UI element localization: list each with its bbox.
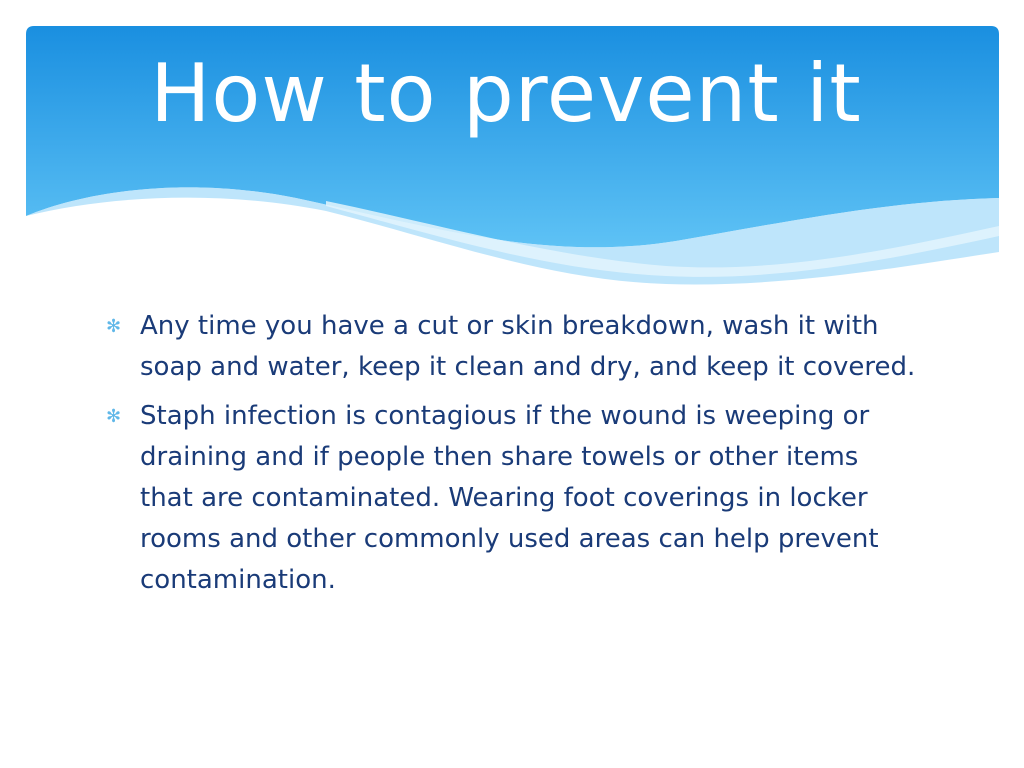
bullet-item <box>106 396 916 601</box>
asterisk-bullet-icon: ✻ <box>106 406 122 427</box>
bullet-list <box>106 306 916 609</box>
slide-title: How to prevent it <box>150 47 862 140</box>
bullet-item <box>106 306 916 388</box>
asterisk-bullet-icon: ✻ <box>106 316 122 337</box>
bullet-text: Staph infection is contagious if the wound is weeping or draining and if people then share towels or other items that are contaminated. Wearing foot coverings in locker rooms and other commonly used areas can help prevent contamination. <box>140 401 879 595</box>
bullet-text: Any time you have a cut or skin breakdown, wash it with soap and water, keep it clean and dry, and keep it covered. <box>140 311 916 382</box>
